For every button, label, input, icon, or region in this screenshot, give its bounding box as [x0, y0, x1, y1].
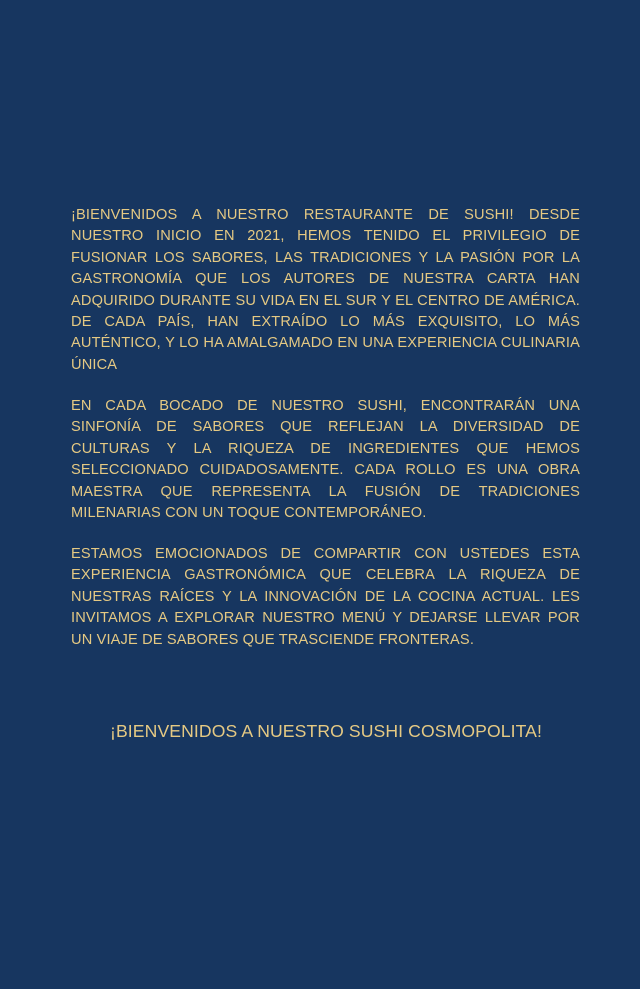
intro-paragraph-history: ¡BIENVENIDOS A NUESTRO RESTAURANTE DE SUSHI! DESDE NUESTRO INICIO EN 2021, HEMOS TENIDO EL PRIVILEGIO DE FUSIONAR LOS SABORES, LAS TRADICIONES Y LA PASIÓN POR LA GASTRONOMÍA QUE LOS AUTORES DE NUESTRA CARTA HAN ADQUIRIDO DURANTE SU VIDA EN EL SUR Y EL CENTRO DE AMÉRICA. DE CADA PAÍS, HAN EXTRAÍDO LO MÁS EXQUISITO, LO MÁS AUTÉNTICO, Y LO HA AMALGAMADO EN UNA EXPERIENCIA CULINARIA ÚNICA — [71, 207, 580, 373]
intro-paragraph-flavors: EN CADA BOCADO DE NUESTRO SUSHI, ENCONTRARÁN UNA SINFONÍA DE SABORES QUE REFLEJAN LA DIVERSIDAD DE CULTURAS Y LA RIQUEZA DE INGREDIENTES QUE HEMOS SELECCIONADO CUIDADOSAMENTE. CADA ROLLO ES UNA OBRA MAESTRA QUE REPRESENTA LA FUSIÓN DE TRADICIONES MILENARIAS CON UN TOQUE CONTEMPORÁNEO. — [71, 398, 580, 522]
intro-paragraph-invitation: ESTAMOS EMOCIONADOS DE COMPARTIR CON USTEDES ESTA EXPERIENCIA GASTRONÓMICA QUE CELEBRA LA RIQUEZA DE NUESTRAS RAÍCES Y LA INNOVACIÓN DE LA COCINA ACTUAL. LES INVITAMOS A EXPLORAR NUESTRO MENÚ Y DEJARSE LLEVAR POR UN VIAJE DE SABORES QUE TRASCIENDE FRONTERAS. — [71, 546, 580, 648]
closing-headline: ¡BIENVENIDOS A NUESTRO SUSHI COSMOPOLITA! — [110, 721, 542, 741]
